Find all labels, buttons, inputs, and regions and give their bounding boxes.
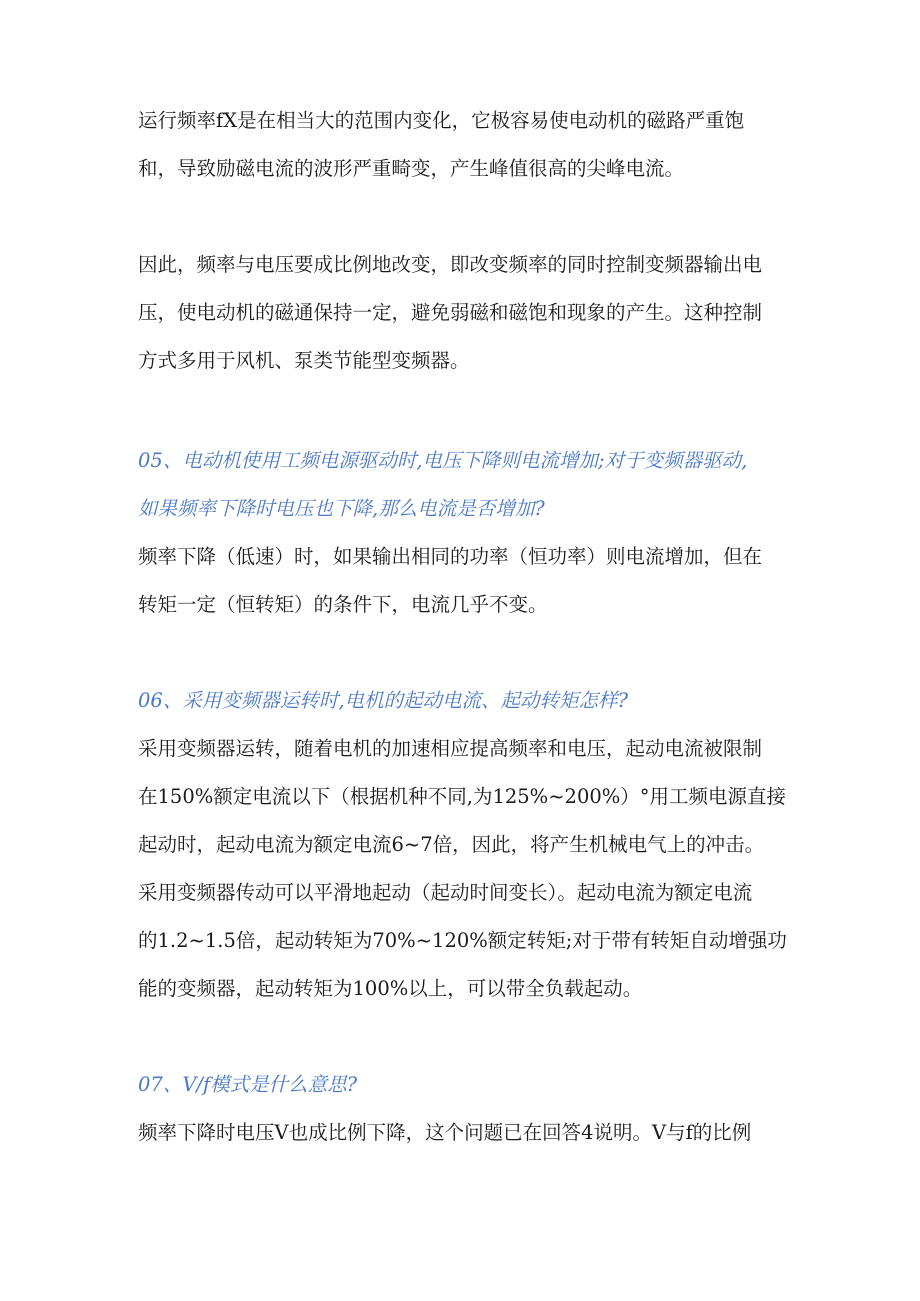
heading-line: 05、电动机使用工频电源驱动时,电压下降则电流增加;对于变频器驱动, [138, 449, 748, 472]
text-line: 方式多用于风机、泵类节能型变频器。 [138, 349, 470, 372]
text-line: 因此，频率与电压要成比例地改变，即改变频率的同时控制变频器输出电 [138, 253, 763, 276]
text-line: 转矩一定（恒转矩）的条件下，电流几乎不变。 [138, 593, 548, 616]
text-line: 和，导致励磁电流的波形严重畸变，产生峰值很高的尖峰电流。 [138, 157, 685, 180]
text-line: 的1.2~1.5倍，起动转矩为70%~120%额定转矩;对于带有转矩自动增强功 [138, 929, 787, 952]
question-07-heading [138, 1061, 788, 1109]
paragraph-voltage-frequency [138, 241, 788, 385]
text-line: 能的变频器，起动转矩为100%以上，可以带全负载起动。 [138, 977, 643, 1000]
text-line: 在150%额定电流以下（根据机种不同,为125%~200%）°用工频电源直接 [138, 785, 787, 808]
answer-06 [138, 725, 788, 1013]
text-line: 频率下降时电压V也成比例下降，这个问题已在回答4说明。V与f的比例 [138, 1121, 752, 1144]
text-line: 采用变频器传动可以平滑地起动（起动时间变长）。起动电流为额定电流 [138, 881, 753, 904]
text-line: 起动时，起动电流为额定电流6~7倍，因此，将产生机械电气上的冲击。 [138, 833, 765, 856]
text-line: 频率下降（低速）时，如果输出相同的功率（恒功率）则电流增加，但在 [138, 545, 763, 568]
question-06-heading [138, 677, 788, 725]
text-line: 采用变频器运转，随着电机的加速相应提高频率和电压，起动电流被限制 [138, 737, 763, 760]
paragraph-saturation [138, 97, 788, 193]
heading-line: 07、V/f模式是什么意思? [138, 1073, 358, 1096]
text-line: 运行频率fX是在相当大的范围内变化，它极容易使电动机的磁路严重饱 [138, 109, 745, 132]
question-05-heading [138, 437, 788, 533]
answer-07 [138, 1109, 788, 1157]
answer-05 [138, 533, 788, 629]
heading-line: 如果频率下降时电压也下降,那么电流是否增加? [138, 497, 545, 520]
heading-line: 06、采用变频器运转时,电机的起动电流、起动转矩怎样? [138, 689, 628, 712]
text-line: 压，使电动机的磁通保持一定，避免弱磁和磁饱和现象的产生。这种控制 [138, 301, 763, 324]
